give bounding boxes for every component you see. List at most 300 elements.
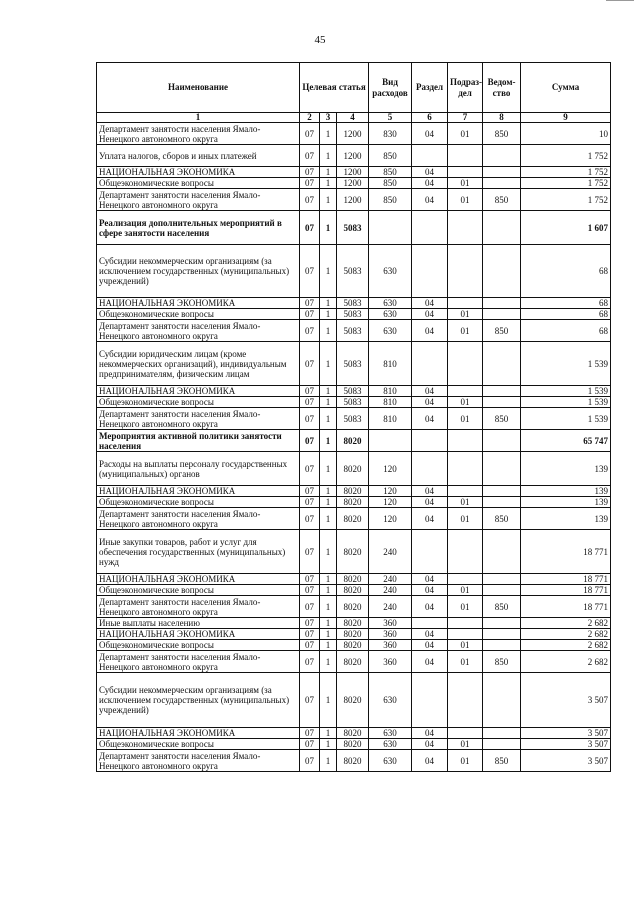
section-cell — [412, 245, 448, 298]
code-part-c: 8020 — [337, 585, 369, 596]
section-cell: 04 — [412, 750, 448, 772]
column-number: 9 — [521, 113, 611, 123]
amount-cell: 18 771 — [521, 585, 611, 596]
section-cell: 04 — [412, 585, 448, 596]
column-number-row — [97, 113, 611, 123]
code-part-b: 1 — [320, 309, 337, 320]
code-part-c: 8020 — [337, 728, 369, 739]
section-cell: 04 — [412, 508, 448, 530]
code-part-b: 1 — [320, 452, 337, 486]
name: Департамент занятости населения Ямало-Ненецкого автономного округа — [97, 408, 300, 430]
subsection-cell: 01 — [448, 596, 483, 618]
code-part-b: 1 — [320, 189, 337, 211]
code-part-a: 07 — [300, 497, 320, 508]
expense-type-cell: 240 — [369, 585, 412, 596]
expense-type-cell: 630 — [369, 750, 412, 772]
table-row — [97, 629, 611, 640]
expense-type-cell: 850 — [369, 167, 412, 178]
table-row — [97, 397, 611, 408]
name: Иные закупки товаров, работ и услуг для обеспечения государственных (муниципальных) нужд — [97, 530, 300, 574]
subsection-cell: 01 — [448, 123, 483, 145]
amount-cell: 68 — [521, 298, 611, 309]
code-part-a: 07 — [300, 397, 320, 408]
section-cell: 04 — [412, 189, 448, 211]
amount-cell: 2 682 — [521, 640, 611, 651]
amount-cell: 1 607 — [521, 211, 611, 245]
name: Департамент занятости населения Ямало-Ненецкого автономного округа — [97, 320, 300, 342]
column-number: 6 — [412, 113, 448, 123]
department-cell — [483, 739, 521, 750]
code-part-b: 1 — [320, 486, 337, 497]
code-part-a: 07 — [300, 596, 320, 618]
name: Субсидии некоммерческим организациям (за исключением государственных (муниципальных) учреждений) — [97, 673, 300, 728]
amount-cell: 3 507 — [521, 739, 611, 750]
code-part-a: 07 — [300, 145, 320, 167]
table-row — [97, 651, 611, 673]
code-part-a: 07 — [300, 123, 320, 145]
department-cell — [483, 497, 521, 508]
header-name: Наименование — [97, 63, 300, 113]
department-cell — [483, 145, 521, 167]
header-expense-type: Вид расходов — [369, 63, 412, 113]
table-row — [97, 673, 611, 728]
code-part-a: 07 — [300, 245, 320, 298]
expense-type-cell: 850 — [369, 145, 412, 167]
table-row — [97, 508, 611, 530]
code-part-c: 5083 — [337, 309, 369, 320]
table-row — [97, 585, 611, 596]
subsection-cell: 01 — [448, 497, 483, 508]
code-part-c: 5083 — [337, 397, 369, 408]
code-part-b: 1 — [320, 629, 337, 640]
code-part-c: 8020 — [337, 640, 369, 651]
table-row — [97, 123, 611, 145]
section-cell: 04 — [412, 397, 448, 408]
code-part-a: 07 — [300, 452, 320, 486]
amount-cell: 3 507 — [521, 673, 611, 728]
expense-type-cell: 810 — [369, 386, 412, 397]
code-part-b: 1 — [320, 497, 337, 508]
amount-cell: 18 771 — [521, 574, 611, 585]
code-part-a: 07 — [300, 640, 320, 651]
expense-type-cell: 120 — [369, 452, 412, 486]
subsection-cell — [448, 430, 483, 452]
amount-cell: 68 — [521, 309, 611, 320]
code-part-a: 07 — [300, 651, 320, 673]
code-part-b: 1 — [320, 298, 337, 309]
amount-cell: 1 539 — [521, 408, 611, 430]
department-cell — [483, 728, 521, 739]
amount-cell: 2 682 — [521, 651, 611, 673]
amount-cell: 2 682 — [521, 618, 611, 629]
amount-cell: 139 — [521, 508, 611, 530]
department-cell: 850 — [483, 123, 521, 145]
department-cell: 850 — [483, 651, 521, 673]
header-subsection: Подраз-дел — [448, 63, 483, 113]
subsection-cell: 01 — [448, 651, 483, 673]
code-part-a: 07 — [300, 189, 320, 211]
subsection-cell — [448, 486, 483, 497]
section-cell: 04 — [412, 728, 448, 739]
code-part-c: 8020 — [337, 629, 369, 640]
table-row — [97, 386, 611, 397]
table-row — [97, 211, 611, 245]
code-part-c: 5083 — [337, 245, 369, 298]
code-part-a: 07 — [300, 530, 320, 574]
amount-cell: 1 752 — [521, 178, 611, 189]
department-cell — [483, 673, 521, 728]
section-cell — [412, 430, 448, 452]
code-part-b: 1 — [320, 508, 337, 530]
code-part-c: 5083 — [337, 386, 369, 397]
department-cell — [483, 486, 521, 497]
name: Расходы на выплаты персоналу государственных (муниципальных) органов — [97, 452, 300, 486]
code-part-a: 07 — [300, 408, 320, 430]
expense-type-cell — [369, 211, 412, 245]
subsection-cell: 01 — [448, 189, 483, 211]
expense-type-cell: 830 — [369, 123, 412, 145]
table-row — [97, 618, 611, 629]
code-part-c: 8020 — [337, 618, 369, 629]
section-cell: 04 — [412, 408, 448, 430]
code-part-a: 07 — [300, 167, 320, 178]
amount-cell: 3 507 — [521, 750, 611, 772]
name: НАЦИОНАЛЬНАЯ ЭКОНОМИКА — [97, 629, 300, 640]
table-row — [97, 640, 611, 651]
name: Общеэкономические вопросы — [97, 585, 300, 596]
department-cell — [483, 618, 521, 629]
amount-cell: 139 — [521, 497, 611, 508]
department-cell — [483, 629, 521, 640]
section-cell: 04 — [412, 629, 448, 640]
name: Департамент занятости населения Ямало-Ненецкого автономного округа — [97, 189, 300, 211]
code-part-c: 8020 — [337, 530, 369, 574]
expense-type-cell: 360 — [369, 618, 412, 629]
code-part-c: 8020 — [337, 574, 369, 585]
name: Общеэкономические вопросы — [97, 397, 300, 408]
code-part-c: 8020 — [337, 452, 369, 486]
code-part-b: 1 — [320, 585, 337, 596]
header-row — [97, 63, 611, 113]
department-cell — [483, 430, 521, 452]
name: Реализация дополнительных мероприятий в сфере занятости населения — [97, 211, 300, 245]
subsection-cell — [448, 673, 483, 728]
expense-type-cell: 630 — [369, 673, 412, 728]
column-number: 4 — [337, 113, 369, 123]
name: Департамент занятости населения Ямало-Ненецкого автономного округа — [97, 123, 300, 145]
column-number: 3 — [320, 113, 337, 123]
section-cell: 04 — [412, 640, 448, 651]
subsection-cell: 01 — [448, 585, 483, 596]
table-row — [97, 342, 611, 386]
expense-type-cell: 120 — [369, 497, 412, 508]
code-part-c: 1200 — [337, 145, 369, 167]
section-cell — [412, 452, 448, 486]
department-cell — [483, 640, 521, 651]
section-cell: 04 — [412, 596, 448, 618]
column-number: 1 — [97, 113, 300, 123]
section-cell — [412, 342, 448, 386]
table-row — [97, 167, 611, 178]
code-part-b: 1 — [320, 728, 337, 739]
code-part-b: 1 — [320, 342, 337, 386]
amount-cell: 18 771 — [521, 596, 611, 618]
name: НАЦИОНАЛЬНАЯ ЭКОНОМИКА — [97, 298, 300, 309]
table-row — [97, 189, 611, 211]
code-part-a: 07 — [300, 342, 320, 386]
code-part-b: 1 — [320, 430, 337, 452]
subsection-cell — [448, 245, 483, 298]
amount-cell: 139 — [521, 486, 611, 497]
section-cell: 04 — [412, 386, 448, 397]
subsection-cell — [448, 574, 483, 585]
table-row — [97, 309, 611, 320]
code-part-b: 1 — [320, 739, 337, 750]
section-cell: 04 — [412, 320, 448, 342]
department-cell — [483, 574, 521, 585]
expense-type-cell: 630 — [369, 320, 412, 342]
expense-type-cell: 810 — [369, 397, 412, 408]
code-part-b: 1 — [320, 123, 337, 145]
table-row — [97, 145, 611, 167]
expense-type-cell: 630 — [369, 728, 412, 739]
name: Уплата налогов, сборов и иных платежей — [97, 145, 300, 167]
amount-cell: 1 752 — [521, 167, 611, 178]
amount-cell: 1 752 — [521, 145, 611, 167]
table-row — [97, 739, 611, 750]
table-row — [97, 320, 611, 342]
department-cell — [483, 342, 521, 386]
amount-cell: 139 — [521, 452, 611, 486]
amount-cell: 1 539 — [521, 397, 611, 408]
department-cell — [483, 397, 521, 408]
code-part-c: 1200 — [337, 189, 369, 211]
section-cell: 04 — [412, 178, 448, 189]
expense-type-cell: 630 — [369, 245, 412, 298]
table-row — [97, 497, 611, 508]
expense-type-cell: 850 — [369, 178, 412, 189]
code-part-a: 07 — [300, 430, 320, 452]
table-row — [97, 486, 611, 497]
code-part-a: 07 — [300, 178, 320, 189]
code-part-b: 1 — [320, 178, 337, 189]
subsection-cell — [448, 386, 483, 397]
section-cell: 04 — [412, 651, 448, 673]
code-part-a: 07 — [300, 739, 320, 750]
subsection-cell — [448, 298, 483, 309]
table-body — [97, 123, 611, 772]
code-part-b: 1 — [320, 596, 337, 618]
column-number: 8 — [483, 113, 521, 123]
department-cell — [483, 245, 521, 298]
subsection-cell — [448, 211, 483, 245]
expense-type-cell: 810 — [369, 342, 412, 386]
code-part-c: 5083 — [337, 342, 369, 386]
subsection-cell — [448, 530, 483, 574]
name: НАЦИОНАЛЬНАЯ ЭКОНОМИКА — [97, 167, 300, 178]
code-part-c: 8020 — [337, 651, 369, 673]
name: Иные выплаты населению — [97, 618, 300, 629]
code-part-b: 1 — [320, 245, 337, 298]
expense-type-cell: 240 — [369, 596, 412, 618]
header-section: Раздел — [412, 63, 448, 113]
subsection-cell: 01 — [448, 309, 483, 320]
department-cell — [483, 298, 521, 309]
table-row — [97, 430, 611, 452]
amount-cell: 1 752 — [521, 189, 611, 211]
name: Общеэкономические вопросы — [97, 739, 300, 750]
code-part-c: 5083 — [337, 298, 369, 309]
department-cell — [483, 452, 521, 486]
code-part-a: 07 — [300, 309, 320, 320]
amount-cell: 18 771 — [521, 530, 611, 574]
section-cell — [412, 145, 448, 167]
table-row — [97, 452, 611, 486]
code-part-b: 1 — [320, 397, 337, 408]
subsection-cell — [448, 618, 483, 629]
name: Субсидии юридическим лицам (кроме некоммерческих организаций), индивидуальным предпринимателям, физическим лицам — [97, 342, 300, 386]
name: Общеэкономические вопросы — [97, 640, 300, 651]
code-part-b: 1 — [320, 640, 337, 651]
column-number: 7 — [448, 113, 483, 123]
name: НАЦИОНАЛЬНАЯ ЭКОНОМИКА — [97, 574, 300, 585]
code-part-a: 07 — [300, 629, 320, 640]
table-row — [97, 178, 611, 189]
page-number: 45 — [314, 34, 326, 46]
code-part-a: 07 — [300, 574, 320, 585]
code-part-a: 07 — [300, 673, 320, 728]
table-row — [97, 530, 611, 574]
code-part-a: 07 — [300, 211, 320, 245]
code-part-c: 5083 — [337, 320, 369, 342]
table-row — [97, 728, 611, 739]
code-part-b: 1 — [320, 211, 337, 245]
subsection-cell — [448, 167, 483, 178]
expense-type-cell: 630 — [369, 298, 412, 309]
code-part-b: 1 — [320, 145, 337, 167]
code-part-c: 8020 — [337, 508, 369, 530]
code-part-c: 8020 — [337, 497, 369, 508]
code-part-b: 1 — [320, 530, 337, 574]
department-cell: 850 — [483, 508, 521, 530]
expense-type-cell: 120 — [369, 486, 412, 497]
department-cell: 850 — [483, 320, 521, 342]
amount-cell: 68 — [521, 320, 611, 342]
department-cell: 850 — [483, 408, 521, 430]
subsection-cell: 01 — [448, 640, 483, 651]
expense-type-cell: 810 — [369, 408, 412, 430]
name: НАЦИОНАЛЬНАЯ ЭКОНОМИКА — [97, 386, 300, 397]
code-part-b: 1 — [320, 574, 337, 585]
code-part-a: 07 — [300, 585, 320, 596]
section-cell: 04 — [412, 739, 448, 750]
name: НАЦИОНАЛЬНАЯ ЭКОНОМИКА — [97, 728, 300, 739]
subsection-cell — [448, 728, 483, 739]
section-cell — [412, 673, 448, 728]
code-part-c: 8020 — [337, 596, 369, 618]
code-part-a: 07 — [300, 320, 320, 342]
subsection-cell: 01 — [448, 397, 483, 408]
subsection-cell — [448, 145, 483, 167]
department-cell — [483, 585, 521, 596]
amount-cell: 2 682 — [521, 629, 611, 640]
section-cell: 04 — [412, 309, 448, 320]
code-part-b: 1 — [320, 673, 337, 728]
code-part-c: 8020 — [337, 673, 369, 728]
code-part-a: 07 — [300, 750, 320, 772]
header-amount: Сумма — [521, 63, 611, 113]
section-cell — [412, 211, 448, 245]
amount-cell: 10 — [521, 123, 611, 145]
expense-type-cell: 360 — [369, 629, 412, 640]
code-part-c: 8020 — [337, 430, 369, 452]
subsection-cell: 01 — [448, 508, 483, 530]
section-cell: 04 — [412, 486, 448, 497]
department-cell — [483, 386, 521, 397]
code-part-c: 1200 — [337, 167, 369, 178]
name: Департамент занятости населения Ямало-Ненецкого автономного округа — [97, 508, 300, 530]
name: Департамент занятости населения Ямало-Ненецкого автономного округа — [97, 750, 300, 772]
amount-cell: 65 747 — [521, 430, 611, 452]
subsection-cell — [448, 452, 483, 486]
section-cell: 04 — [412, 123, 448, 145]
expense-type-cell: 360 — [369, 651, 412, 673]
code-part-a: 07 — [300, 728, 320, 739]
table-row — [97, 298, 611, 309]
department-cell: 850 — [483, 596, 521, 618]
code-part-c: 1200 — [337, 178, 369, 189]
code-part-b: 1 — [320, 386, 337, 397]
name: Общеэкономические вопросы — [97, 497, 300, 508]
code-part-c: 5083 — [337, 408, 369, 430]
code-part-c: 8020 — [337, 750, 369, 772]
name: Субсидии некоммерческим организациям (за исключением государственных (муниципальных) учреждений) — [97, 245, 300, 298]
subsection-cell: 01 — [448, 750, 483, 772]
subsection-cell: 01 — [448, 178, 483, 189]
header-department: Ведом-ство — [483, 63, 521, 113]
subsection-cell — [448, 629, 483, 640]
code-part-b: 1 — [320, 750, 337, 772]
section-cell — [412, 618, 448, 629]
code-part-a: 07 — [300, 386, 320, 397]
name: Мероприятия активной политики занятости населения — [97, 430, 300, 452]
code-part-b: 1 — [320, 618, 337, 629]
department-cell: 850 — [483, 189, 521, 211]
table-row — [97, 245, 611, 298]
amount-cell: 3 507 — [521, 728, 611, 739]
table-row — [97, 750, 611, 772]
section-cell — [412, 530, 448, 574]
subsection-cell: 01 — [448, 408, 483, 430]
section-cell: 04 — [412, 167, 448, 178]
table-row — [97, 408, 611, 430]
table-row — [97, 574, 611, 585]
amount-cell: 1 539 — [521, 386, 611, 397]
name: НАЦИОНАЛЬНАЯ ЭКОНОМИКА — [97, 486, 300, 497]
corner-mark — [606, 0, 634, 4]
subsection-cell: 01 — [448, 320, 483, 342]
code-part-c: 5083 — [337, 211, 369, 245]
section-cell: 04 — [412, 574, 448, 585]
section-cell: 04 — [412, 298, 448, 309]
expense-type-cell: 630 — [369, 739, 412, 750]
department-cell — [483, 309, 521, 320]
code-part-b: 1 — [320, 320, 337, 342]
column-number: 2 — [300, 113, 320, 123]
department-cell — [483, 167, 521, 178]
name: Общеэкономические вопросы — [97, 178, 300, 189]
expense-type-cell — [369, 430, 412, 452]
